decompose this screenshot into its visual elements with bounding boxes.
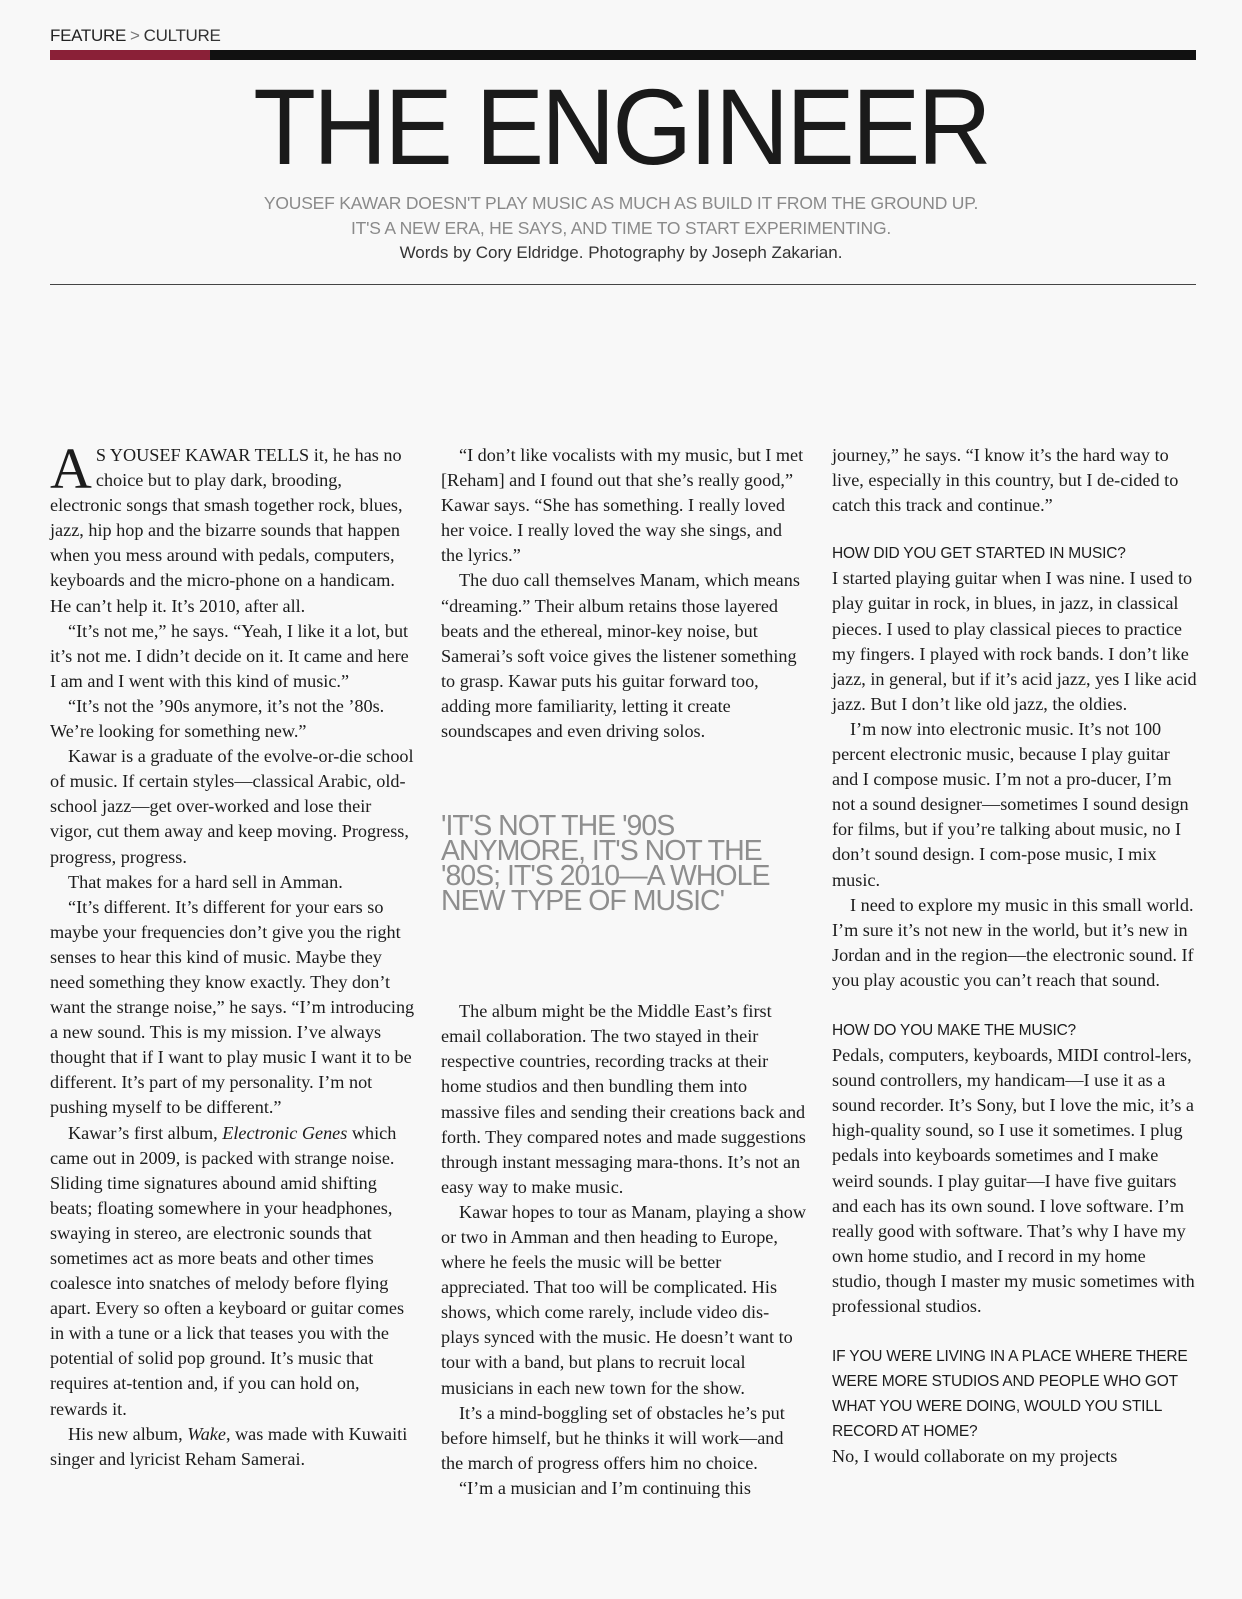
top-rule-accent (50, 50, 210, 60)
deck-line-2: IT'S A NEW ERA, HE SAYS, AND TIME TO START EXPERIMENTING. (350, 218, 892, 238)
body-paragraph: Kawar is a graduate of the evolve-or-die school of music. If certain styles—classical Arabic, old-school jazz—get over-worked and lose their vigor, cut them away and keep moving. Progress, progress, progress. (50, 746, 414, 867)
body-paragraph: journey,” he says. “I know it’s the hard way to live, especially in this country, but I de-cided to catch this track and continue.” (832, 445, 1179, 516)
interview-answer: No, I would collaborate on my projects (832, 1446, 1118, 1467)
body-paragraph: Kawar hopes to tour as Manam, playing a show or two in Amman and then heading to Europe, where he feels the music will be better appreciated. That too will be complicated. His shows, which come rarely, include video dis-plays synced with the music. He doesn’t want to tour with a band, but plans to recruit local musicians in each new town for the show. (441, 1201, 807, 1398)
interview-answer: I need to explore my music in this small world. I’m sure it’s not new in the world, but it’s new in Jordan and in the region—the electronic sound. If you play acoustic you can’t reach that sound. (832, 894, 1194, 990)
text-run: , was made with Kuwaiti singer and lyricist Reham Samerai. (50, 1423, 408, 1469)
body-paragraph: It’s a mind-boggling set of obstacles he’s put before himself, but he thinks it will work—and the march of progress offers him no choice. (441, 1402, 785, 1473)
interview-question: HOW DID YOU GET STARTED IN MUSIC? (832, 545, 1126, 563)
text-run: His new album, (68, 1423, 188, 1444)
breadcrumb-separator: > (129, 26, 140, 45)
body-paragraph (50, 1121, 415, 1422)
body-paragraph: “It’s different. It’s different for your ears so maybe your frequencies don’t give you the right senses to hear this kind of music. Maybe they need something they know exactly. They don’t want the strange noise,” he says. “I’m introducing a new sound. This is my mission. I’ve always thought that if I want to play music I want it to be different. It’s part of my personality. I’m not pushing myself to be different.” (50, 896, 415, 1118)
interview-answer: I started playing guitar when I was nine. I used to play guitar in rock, in blues, in jazz, in classical pieces. I used to play classical pieces to practice my fingers. I played with rock bands. I don’t like jazz, in general, but if it’s acid jazz, yes I like acid jazz. But I don’t like old jazz, the oldies. (832, 568, 1197, 714)
text-run: Kawar’s first album, (68, 1122, 223, 1143)
breadcrumb-section[interactable]: FEATURE (50, 26, 126, 45)
article-column-2 (441, 443, 806, 1501)
article-column-1 (50, 436, 415, 1472)
body-paragraph (50, 1422, 415, 1472)
body-paragraph: “I’m a musician and I’m continuing this (459, 1477, 751, 1498)
album-title: Wake (187, 1423, 226, 1444)
deck-line-1: YOUSEF KAWAR DOESN'T PLAY MUSIC AS MUCH AS BUILD IT FROM THE GROUND UP. (263, 193, 979, 213)
header-rule (50, 284, 1196, 285)
interview-question: IF YOU WERE LIVING IN A PLACE WHERE THERE WERE MORE STUDIOS AND PEOPLE WHO GOT WHAT YOU WERE DOING, WOULD YOU STILL RECORD AT HOME? (832, 1348, 1188, 1441)
top-rule (50, 50, 1196, 60)
interview-question: HOW DO YOU MAKE THE MUSIC? (832, 1021, 1076, 1039)
lead-paragraph (50, 436, 415, 619)
body-paragraph: “It’s not the ’90s anymore, it’s not the ’80s. We’re looking for something new.” (50, 695, 385, 742)
body-paragraph: “It’s not me,” he says. “Yeah, I like it a lot, but it’s not me. I didn’t decide on it. It came and here I am and I went with this kind of music.” (50, 620, 409, 691)
lead-caps: S YOUSEF KAWAR TELLS (95, 445, 310, 465)
body-paragraph: The album might be the Middle East’s first email collaboration. The two stayed in their respective countries, recording tracks at their home studios and then bundling them into massive files and sending their creations back and forth. They compared notes and made suggestions through instant messaging mara-thons. It’s not an easy way to make music. (441, 1001, 806, 1197)
breadcrumb (50, 26, 221, 46)
article-title: THE ENGINEER (253, 66, 989, 187)
album-title: Electronic Genes (222, 1122, 348, 1143)
breadcrumb-subsection[interactable]: CULTURE (143, 26, 221, 45)
body-paragraph: “I don’t like vocalists with my music, but I met [Reham] and I found out that she’s really good,” Kawar says. “She has something. I really loved her voice. I really loved the way she sings, and the lyrics.” (441, 445, 804, 566)
body-paragraph: The duo call themselves Manam, which means “dreaming.” Their album retains those layered beats and the ethereal, minor-key noise, but Samerai’s soft voice gives the listener something to grasp. Kawar puts his guitar forward too, adding more familiarity, letting it create soundscapes and even driving solos. (441, 570, 800, 742)
dropcap: A (50, 436, 92, 501)
interview-answer: I’m now into electronic music. It’s not 100 percent electronic music, because I play guitar and I compose music. I’m not a pro-ducer, I’m not a sound designer—sometimes I sound design for films, but if you’re talking about music, no I don’t sound design. I com-pose music, I mix music. (832, 718, 1189, 890)
article-column-3 (832, 443, 1197, 1470)
body-paragraph: That makes for a hard sell in Amman. (68, 871, 343, 892)
byline: Words by Cory Eldridge. Photography by Joseph Zakarian. (399, 243, 843, 262)
pull-quote: 'IT'S NOT THE '90S ANYMORE, IT'S NOT THE '80S; IT'S 2010—A WHOLE NEW TYPE OF MUSIC' (441, 810, 770, 918)
interview-answer: Pedals, computers, keyboards, MIDI control-lers, sound controllers, my handicam—I use it as a sound recorder. It’s Sony, but I love the mic, it’s a high-quality sound, so I use it sometimes. I plug pedals into keyboards sometimes and I make weird sounds. I play guitar—I have five guitars and each has its own sound. I love software. I’m really good with software. That’s why I have my own home studio, and I record in my home studio, though I master my music sometimes with professional studios. (832, 1045, 1195, 1316)
text-run: which came out in 2009, is packed with strange noise. Sliding time signatures abound amid shifting beats; floating somewhere in your headphones, swaying in stereo, are electronic sounds that sometimes act as more beats and other times coalesce into snatches of melody before flying apart. Every so often a keyboard or guitar comes in with a tune or a lick that teases you with the potential of solid pop ground. It’s music that requires at-tention and, if you can hold on, rewards it. (50, 1122, 405, 1419)
lead-text: it, he has no choice but to play dark, brooding, electronic songs that smash together rock, blues, jazz, hip hop and the bizarre sounds that happen when you mess around with pedals, computers, keyboards and the micro-phone on a handicam. He can’t help it. It’s 2010, after all. (50, 445, 403, 616)
